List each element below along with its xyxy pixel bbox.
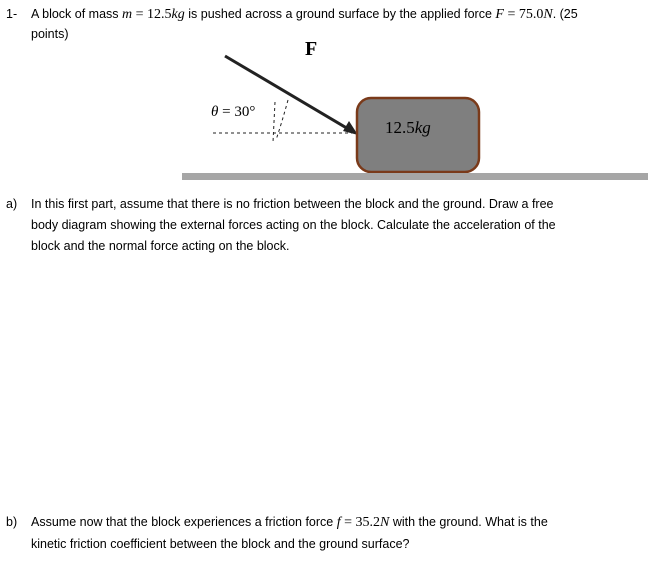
part-b-label: b) [6,515,18,529]
friction-value: = 35.2 [340,515,381,530]
angle-symbol: θ [211,104,219,120]
angle-label [211,104,255,121]
part-b-text-2: with the ground. What is the [389,515,548,529]
angle-dashed-vertical [273,102,275,142]
part-b-line2: kinetic friction coefficient between the block and the ground surface? [31,537,410,551]
question-intro-line2: points) [31,27,69,41]
part-b-text-1: Assume now that the block experiences a friction force [31,515,337,529]
force-unit: N [543,7,553,22]
block-mass-number: 12.5 [385,118,415,137]
part-a-line3: block and the normal force acting on the block. [31,239,290,253]
part-a-line1: In this first part, assume that there is no friction between the block and the ground. Draw a free [31,197,554,211]
angle-arc [276,100,288,140]
friction-unit: N [380,515,390,530]
part-b-line1 [31,512,548,533]
intro-text-2: is pushed across a ground surface by the applied force [184,7,496,21]
force-symbol: F [495,7,504,22]
mass-value: = 12.5 [132,7,172,22]
part-a-label: a) [6,197,18,211]
force-label: F [305,38,318,60]
part-a-line2: body diagram showing the external forces acting on the block. Calculate the acceleration of the [31,218,556,232]
intro-text-3: . (25 [552,7,578,21]
force-value: = 75.0 [503,7,544,22]
question-number: 1- [6,7,18,21]
mass-symbol: m [122,7,133,22]
angle-value: = 30° [218,104,256,120]
intro-text-1: A block of mass [31,7,123,21]
block-mass-label [385,118,431,138]
force-diagram [0,0,652,200]
friction-symbol: f [336,515,341,530]
mass-unit: kg [171,7,185,22]
ground-surface [182,173,648,180]
block-mass-unit: kg [414,118,431,137]
